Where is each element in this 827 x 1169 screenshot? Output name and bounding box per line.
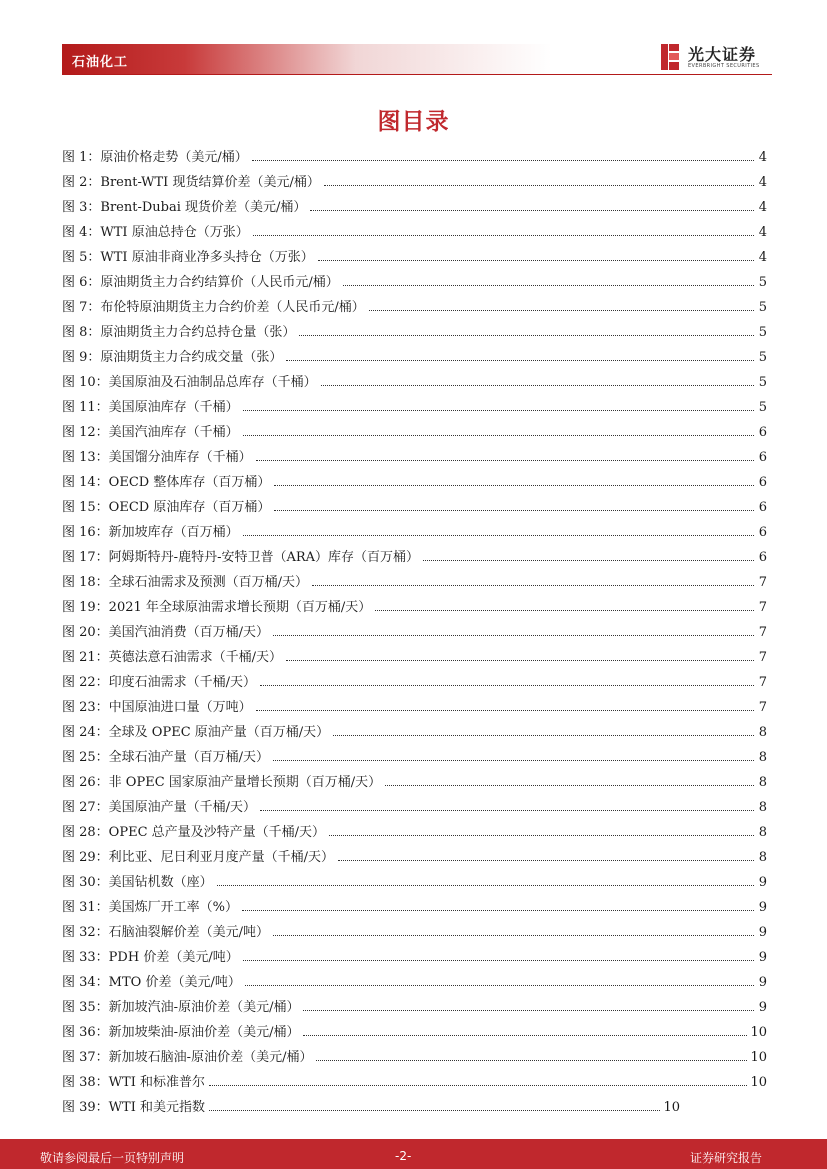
toc-entry-label: 图 33：PDH 价差（美元/吨） <box>62 950 239 965</box>
toc-entry-page: 4 <box>758 225 767 240</box>
toc-entry-label: 图 14：OECD 整体库存（百万桶） <box>62 475 271 490</box>
footer-disclaimer: 敬请参阅最后一页特别声明 <box>40 1151 185 1165</box>
toc-entry-label: 图 38：WTI 和标准普尔 <box>62 1075 205 1090</box>
toc-entry-page: 9 <box>758 925 767 940</box>
toc-dot-leader <box>252 159 754 161</box>
toc-entry-label: 图 19：2021 年全球原油需求增长预期（百万桶/天） <box>62 600 372 615</box>
toc-entry-page: 9 <box>758 1000 767 1015</box>
logo-text-en: EVERBRIGHT SECURITIES <box>688 63 760 69</box>
toc-entry-page: 8 <box>758 825 767 840</box>
toc-entry-label: 图 27：美国原油产量（千桶/天） <box>62 800 257 815</box>
toc-entry-page: 8 <box>758 725 767 740</box>
toc-entry-label: 图 21：英德法意石油需求（千桶/天） <box>62 650 283 665</box>
toc-entry-label: 图 24：全球及 OPEC 原油产量（百万桶/天） <box>62 725 330 740</box>
toc-entry-page: 6 <box>758 450 767 465</box>
toc-entry-label: 图 25：全球石油产量（百万桶/天） <box>62 750 270 765</box>
toc-entry-page: 5 <box>758 300 767 315</box>
toc-entry-page: 6 <box>758 500 767 515</box>
toc-entry-label: 图 16：新加坡库存（百万桶） <box>62 525 239 540</box>
toc-entry-page: 5 <box>758 400 767 415</box>
toc-entry-page: 4 <box>758 150 767 165</box>
toc-entry-page: 4 <box>758 250 767 265</box>
toc-dot-leader <box>375 609 754 611</box>
toc-entry-page: 7 <box>758 600 767 615</box>
toc-entry[interactable] <box>62 870 767 895</box>
toc-entry[interactable] <box>62 495 767 520</box>
toc-entry-label: 图 12：美国汽油库存（千桶） <box>62 425 239 440</box>
toc-entry[interactable] <box>62 595 767 620</box>
toc-entry-page: 10 <box>663 1100 680 1115</box>
toc-dot-leader <box>242 909 754 911</box>
toc-entry[interactable] <box>62 895 767 920</box>
toc-entry-page: 8 <box>758 750 767 765</box>
section-label: 石油化工 <box>72 55 129 70</box>
toc-entry-label: 图 18：全球石油需求及预测（百万桶/天） <box>62 575 309 590</box>
toc-dot-leader <box>343 284 754 286</box>
toc-entry-label: 图 29：利比亚、尼日利亚月度产量（千桶/天） <box>62 850 335 865</box>
toc-entry[interactable] <box>62 270 767 295</box>
toc-entry-label: 图 10：美国原油及石油制品总库存（千桶） <box>62 375 317 390</box>
toc-entry[interactable] <box>62 195 767 220</box>
toc-dot-leader <box>385 784 754 786</box>
toc-dot-leader <box>209 1109 660 1111</box>
toc-entry-label: 图 17：阿姆斯特丹-鹿特丹-安特卫普（ARA）库存（百万桶） <box>62 550 420 565</box>
logo-mark-icon <box>660 42 680 72</box>
toc-dot-leader <box>329 834 754 836</box>
toc-entry[interactable] <box>62 695 767 720</box>
toc-dot-leader <box>299 334 754 336</box>
toc-dot-leader <box>318 259 754 261</box>
toc-entry-label: 图 35：新加坡汽油-原油价差（美元/桶） <box>62 1000 300 1015</box>
toc-dot-leader <box>274 484 754 486</box>
toc-entry[interactable] <box>62 545 767 570</box>
toc-entry-page: 9 <box>758 875 767 890</box>
toc-entry-page: 5 <box>758 325 767 340</box>
toc-entry-label: 图 15：OECD 原油库存（百万桶） <box>62 500 271 515</box>
toc-entry[interactable] <box>62 395 767 420</box>
toc-dot-leader <box>245 984 754 986</box>
toc-entry-page: 7 <box>758 675 767 690</box>
toc-entry[interactable] <box>62 470 767 495</box>
toc-entry[interactable] <box>62 245 767 270</box>
toc-entry-page: 7 <box>758 650 767 665</box>
toc-entry-label: 图 4：WTI 原油总持仓（万张） <box>62 225 249 240</box>
toc-entry[interactable] <box>62 370 767 395</box>
toc-entry[interactable] <box>62 1095 680 1120</box>
toc-dot-leader <box>338 859 754 861</box>
toc-entry[interactable] <box>62 770 767 795</box>
toc-entry-label: 图 28：OPEC 总产量及沙特产量（千桶/天） <box>62 825 326 840</box>
toc-dot-leader <box>260 684 754 686</box>
toc-dot-leader <box>273 634 754 636</box>
toc-entry-label: 图 32：石脑油裂解价差（美元/吨） <box>62 925 270 940</box>
toc-entry-label: 图 5：WTI 原油非商业净多头持仓（万张） <box>62 250 314 265</box>
toc-entry[interactable] <box>62 520 767 545</box>
toc-entry-page: 10 <box>750 1025 767 1040</box>
toc-dot-leader <box>333 734 754 736</box>
header-divider <box>62 74 772 75</box>
toc-entry[interactable] <box>62 345 767 370</box>
toc-entry-label: 图 37：新加坡石脑油-原油价差（美元/桶） <box>62 1050 313 1065</box>
toc-entry[interactable] <box>62 570 767 595</box>
toc-entry-label: 图 22：印度石油需求（千桶/天） <box>62 675 257 690</box>
toc-dot-leader <box>369 309 754 311</box>
toc-entry-page: 6 <box>758 525 767 540</box>
toc-entry[interactable] <box>62 220 767 245</box>
figure-toc <box>62 145 767 1120</box>
toc-entry-page: 8 <box>758 850 767 865</box>
toc-entry-label: 图 7：布伦特原油期货主力合约价差（人民币元/桶） <box>62 300 365 315</box>
toc-dot-leader <box>286 659 754 661</box>
toc-entry-page: 7 <box>758 625 767 640</box>
toc-entry[interactable] <box>62 745 767 770</box>
toc-entry[interactable] <box>62 320 767 345</box>
toc-dot-leader <box>324 184 754 186</box>
toc-dot-leader <box>260 809 754 811</box>
toc-entry-page: 6 <box>758 550 767 565</box>
toc-entry[interactable] <box>62 295 767 320</box>
toc-entry[interactable] <box>62 820 767 845</box>
toc-entry-label: 图 2：Brent-WTI 现货结算价差（美元/桶） <box>62 175 320 190</box>
toc-entry-page: 9 <box>758 950 767 965</box>
toc-entry-page: 8 <box>758 800 767 815</box>
toc-dot-leader <box>273 934 754 936</box>
toc-entry[interactable] <box>62 670 767 695</box>
toc-entry[interactable] <box>62 920 767 945</box>
toc-entry[interactable] <box>62 720 767 745</box>
toc-entry[interactable] <box>62 1070 767 1095</box>
toc-entry[interactable] <box>62 995 767 1020</box>
company-logo <box>660 42 770 74</box>
toc-entry[interactable] <box>62 645 767 670</box>
toc-dot-leader <box>209 1084 747 1086</box>
toc-entry-page: 10 <box>750 1050 767 1065</box>
toc-entry[interactable] <box>62 1020 767 1045</box>
toc-dot-leader <box>256 709 754 711</box>
toc-dot-leader <box>243 959 754 961</box>
toc-dot-leader <box>316 1059 747 1061</box>
toc-entry-page: 4 <box>758 200 767 215</box>
toc-entry-page: 5 <box>758 275 767 290</box>
toc-entry-label: 图 3：Brent-Dubai 现货价差（美元/桶） <box>62 200 307 215</box>
toc-entry[interactable] <box>62 445 767 470</box>
toc-entry-label: 图 6：原油期货主力合约结算价（人民币元/桶） <box>62 275 339 290</box>
toc-entry-label: 图 11：美国原油库存（千桶） <box>62 400 239 415</box>
toc-dot-leader <box>312 584 754 586</box>
toc-entry-label: 图 13：美国馏分油库存（千桶） <box>62 450 252 465</box>
page-title: 图目录 <box>377 109 450 135</box>
toc-dot-leader <box>273 759 754 761</box>
toc-entry-label: 图 34：MTO 价差（美元/吨） <box>62 975 241 990</box>
toc-entry[interactable] <box>62 945 767 970</box>
toc-entry[interactable] <box>62 620 767 645</box>
toc-entry-label: 图 30：美国钻机数（座） <box>62 875 213 890</box>
toc-entry-page: 7 <box>758 700 767 715</box>
toc-dot-leader <box>274 509 754 511</box>
toc-dot-leader <box>256 459 754 461</box>
toc-dot-leader <box>303 1009 754 1011</box>
toc-entry-label: 图 9：原油期货主力合约成交量（张） <box>62 350 283 365</box>
toc-entry-label: 图 31：美国炼厂开工率（%） <box>62 900 239 915</box>
toc-entry-page: 6 <box>758 425 767 440</box>
footer-report-type: 证券研究报告 <box>690 1151 763 1165</box>
toc-dot-leader <box>243 409 754 411</box>
toc-entry[interactable] <box>62 845 767 870</box>
toc-entry-page: 5 <box>758 350 767 365</box>
toc-entry-page: 8 <box>758 775 767 790</box>
toc-entry-page: 6 <box>758 475 767 490</box>
toc-entry-page: 10 <box>750 1075 767 1090</box>
toc-dot-leader <box>321 384 754 386</box>
toc-dot-leader <box>243 434 754 436</box>
toc-entry[interactable] <box>62 420 767 445</box>
footer-page-number: -2- <box>395 1149 412 1163</box>
toc-entry-label: 图 20：美国汽油消费（百万桶/天） <box>62 625 270 640</box>
toc-dot-leader <box>310 209 754 211</box>
toc-entry-page: 9 <box>758 975 767 990</box>
toc-entry-label: 图 1：原油价格走势（美元/桶） <box>62 150 248 165</box>
toc-dot-leader <box>217 884 754 886</box>
toc-entry-label: 图 23：中国原油进口量（万吨） <box>62 700 252 715</box>
toc-entry[interactable] <box>62 145 767 170</box>
toc-entry-label: 图 36：新加坡柴油-原油价差（美元/桶） <box>62 1025 300 1040</box>
toc-dot-leader <box>303 1034 747 1036</box>
toc-entry-page: 7 <box>758 575 767 590</box>
toc-entry-page: 9 <box>758 900 767 915</box>
toc-entry[interactable] <box>62 170 767 195</box>
toc-entry-page: 5 <box>758 375 767 390</box>
toc-dot-leader <box>253 234 754 236</box>
toc-dot-leader <box>243 534 754 536</box>
toc-entry[interactable] <box>62 1045 767 1070</box>
toc-dot-leader <box>286 359 754 361</box>
toc-entry-label: 图 8：原油期货主力合约总持仓量（张） <box>62 325 296 340</box>
header-band <box>62 44 552 74</box>
toc-entry[interactable] <box>62 795 767 820</box>
toc-entry-page: 4 <box>758 175 767 190</box>
logo-text-cn: 光大证券 <box>688 45 757 64</box>
toc-dot-leader <box>423 559 754 561</box>
toc-entry-label: 图 26：非 OPEC 国家原油产量增长预期（百万桶/天） <box>62 775 382 790</box>
toc-entry-label: 图 39：WTI 和美元指数 <box>62 1100 205 1115</box>
toc-entry[interactable] <box>62 970 767 995</box>
